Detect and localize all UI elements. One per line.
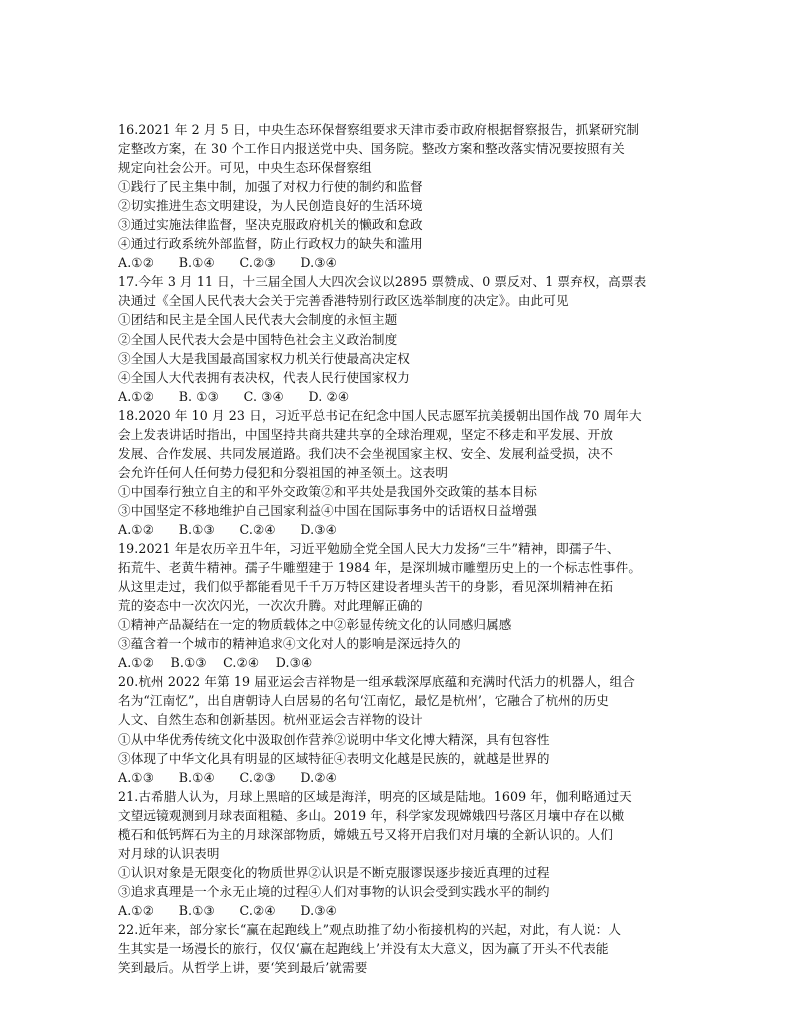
answer-option: ①中国奉行独立自主的和平外交政策②和平共处是我国外交政策的基本目标	[118, 483, 537, 499]
question-stem-line: 会允许任何人任何势力侵犯和分裂祖国的神圣领土。这表明	[118, 464, 449, 480]
question-stem-line: 文望远镜观测到月球表面粗糙、多山。2019 年，科学家发现嫦娥四号落区月壤中存在以橄	[118, 807, 625, 823]
question-20	[118, 672, 684, 786]
answer-option: ③体现了中华文化具有明显的区域特征④表明文化越是民族的，就越是世界的	[118, 750, 550, 766]
answer-option: ②切实推进生态文明建设，为人民创造良好的生活环境	[118, 198, 423, 214]
answer-choices: A.①② B.①④ C.②③ D.③④	[118, 255, 337, 271]
question-stem-line: 发展、合作发展、共同发展道路。我们决不会坐视国家主权、安全、发展利益受损，决不	[118, 445, 614, 461]
question-stem-line: 规定向社会公开。可见，中央生态环保督察组	[118, 160, 372, 176]
answer-option: ④通过行政系统外部监督，防止行政权力的缺失和滥用	[118, 236, 423, 252]
answer-option: ①认识对象是无限变化的物质世界②认识是不断克服谬误逐步接近真理的过程	[118, 864, 550, 880]
answer-choices: A.①② B.①③ C.②④ D.③④	[118, 655, 313, 671]
question-stem-line: 22.近年来，部分家长“赢在起跑线上”观点助推了幼小衔接机构的兴起，对此，有人说：人	[118, 921, 622, 937]
question-stem-line: 生其实是一场漫长的旅行，仅仅‘赢在起跑线上’并没有太大意义，因为赢了开头不代表能	[118, 941, 609, 957]
answer-option: ③全国人大是我国最高国家权力机关行使最高决定权	[118, 350, 410, 366]
question-stem-line: 17.今年 3 月 11 日，十三届全国人大四次会议以2895 票赞成、0 票反对、1 票弃权，高票表	[118, 274, 647, 290]
question-stem-line: 人文、自然生态和创新基因。杭州亚运会吉祥物的设计	[118, 712, 423, 728]
question-stem-line: 荒的姿态中一次次闪光，一次次升腾。对此理解正确的	[118, 598, 423, 614]
question-16	[118, 120, 684, 272]
question-stem-line: 笑到最后。从哲学上讲，要‘笑到最后’就需要	[118, 960, 368, 976]
answer-choices: A.①② B. ①③ C. ③④ D. ②④	[118, 388, 350, 404]
answer-option: ③中国坚定不移地维护自己国家利益④中国在国际事务中的话语权日益增强	[118, 502, 537, 518]
question-21	[118, 787, 684, 920]
question-stem-line: 20.杭州 2022 年第 19 届亚运会吉祥物是一组承载深厚底蕴和充满时代活力的机器人，组合	[118, 674, 636, 690]
question-stem-line: 拓荒牛、老黄牛精神。孺子牛雕塑建于 1984 年，是深圳城市雕塑历史上的一个标志性事件。	[118, 560, 642, 576]
answer-choices: A.①② B.①③ C.②④ D.③④	[118, 521, 337, 537]
question-stem-line: 从这里走过，我们似乎都能看见千千万万特区建设者埋头苦干的身影，看见深圳精神在拓	[118, 579, 614, 595]
answer-option: ①从中华优秀传统文化中汲取创作营养②说明中华文化博大精深，具有包容性	[118, 731, 550, 747]
question-stem-line: 榄石和低钙辉石为主的月球深部物质，嫦娥五号又将开启我们对月壤的全新认识的。人们	[118, 826, 614, 842]
question-stem-line: 定整改方案，在 30 个工作日内报送党中央、国务院。整改方案和整改落实情况要按照有关	[118, 141, 625, 157]
exam-page-body	[118, 120, 684, 977]
answer-option: ②全国人民代表大会是中国特色社会主义政治制度	[118, 331, 398, 347]
question-stem-line: 对月球的认识表明	[118, 845, 220, 861]
question-stem-line: 19.2021 年是农历辛丑牛年，习近平勉励全党全国人民大力发扬“三牛”精神，即孺子牛、	[118, 541, 620, 557]
answer-choices: A.①③ B.①④ C.②③ D.②④	[118, 769, 337, 785]
answer-option: ④全国人大代表拥有表决权，代表人民行使国家权力	[118, 369, 410, 385]
answer-option: ①团结和民主是全国人民代表大会制度的永恒主题	[118, 312, 398, 328]
answer-choices: A.①② B.①③ C.②④ D.③④	[118, 902, 337, 918]
question-stem-line: 16.2021 年 2 月 5 日，中央生态环保督察组要求天津市委市政府根据督察报告，抓紧研究制	[118, 122, 640, 137]
question-stem-line: 名为“江南忆”，出自唐朝诗人白居易的名句‘江南忆，最忆是杭州’，它融合了杭州的历史	[118, 693, 609, 709]
answer-option: ③蕴含着一个城市的精神追求④文化对人的影响是深远持久的	[118, 636, 461, 652]
question-22	[118, 920, 684, 977]
question-stem-line: 18.2020 年 10 月 23 日，习近平总书记在纪念中国人民志愿军抗美援朝出国作战 70 周年大	[118, 407, 642, 423]
answer-option: ③通过实施法律监督，坚决克服政府机关的懒政和怠政	[118, 217, 423, 233]
answer-option: ①践行了民主集中制，加强了对权力行使的制约和监督	[118, 179, 423, 195]
question-19	[118, 539, 684, 672]
answer-option: ①精神产品凝结在一定的物质载体之中②彰显传统文化的认同感归属感	[118, 617, 512, 633]
question-18	[118, 406, 684, 539]
question-17	[118, 272, 684, 405]
question-stem-line: 会上发表讲话时指出，中国坚持共商共建共享的全球治理观，坚定不移走和平发展、开放	[118, 426, 614, 442]
answer-option: ③追求真理是一个永无止境的过程④人们对事物的认识会受到实践水平的制约	[118, 883, 550, 899]
question-stem-line: 21.古希腊人认为，月球上黑暗的区域是海洋，明亮的区域是陆地。1609 年，伽利略通过天	[118, 788, 632, 804]
question-stem-line: 决通过《全国人民代表大会关于完善香港特别行政区选举制度的决定》。由此可见	[118, 293, 569, 309]
